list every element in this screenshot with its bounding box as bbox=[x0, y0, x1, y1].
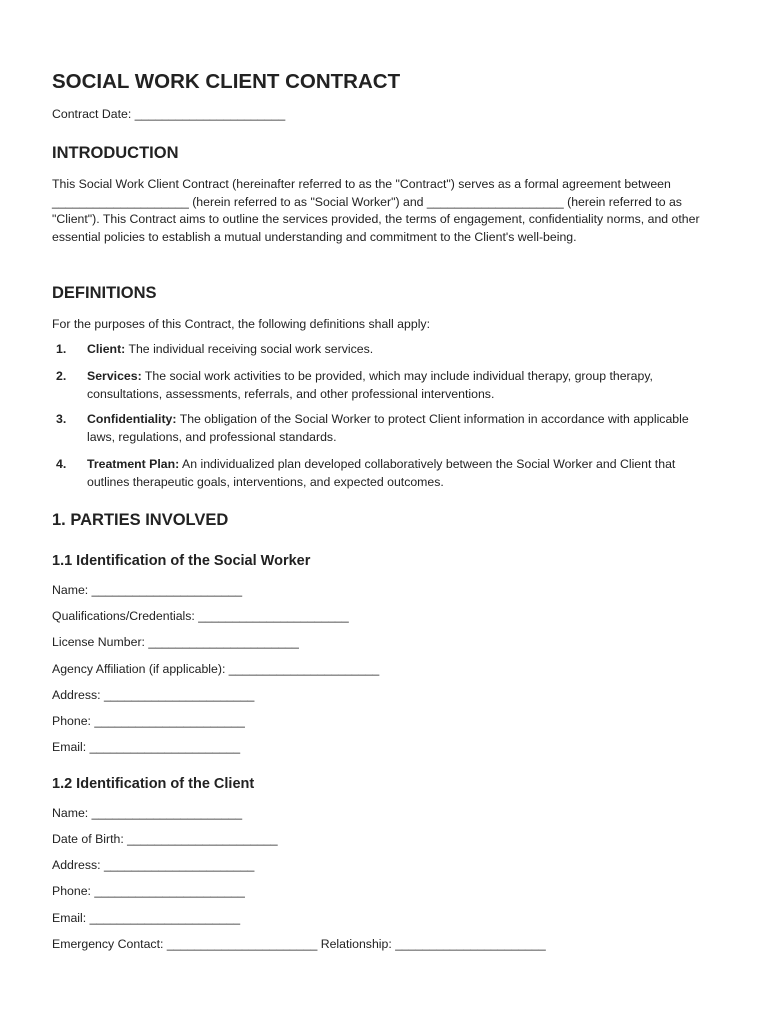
definitions-heading: DEFINITIONS bbox=[52, 284, 157, 302]
client-dob-field: Date of Birth: ______________________ bbox=[52, 832, 278, 846]
social-worker-credentials-field: Qualifications/Credentials: ______________________ bbox=[52, 609, 349, 623]
social-worker-license-field: License Number: ______________________ bbox=[52, 635, 299, 649]
client-name-field: Name: ______________________ bbox=[52, 806, 243, 820]
definition-number: 1. bbox=[56, 342, 67, 356]
social-worker-address-field: Address: ______________________ bbox=[52, 688, 255, 702]
social-worker-heading: 1.1 Identification of the Social Worker bbox=[52, 553, 311, 569]
document-title: SOCIAL WORK CLIENT CONTRACT bbox=[52, 70, 401, 93]
definition-term: Confidentiality: bbox=[87, 412, 177, 426]
definition-body bbox=[87, 411, 712, 446]
social-worker-email-field: Email: ______________________ bbox=[52, 740, 241, 754]
client-address-field: Address: ______________________ bbox=[52, 858, 255, 872]
client-email-field: Email: ______________________ bbox=[52, 911, 241, 925]
definitions-intro: For the purposes of this Contract, the following definitions shall apply: bbox=[52, 317, 430, 331]
definition-term: Treatment Plan: bbox=[87, 457, 180, 471]
social-worker-name-field: Name: ______________________ bbox=[52, 583, 243, 597]
contract-date-field: Contract Date: ______________________ bbox=[52, 107, 286, 121]
introduction-heading: INTRODUCTION bbox=[52, 144, 179, 162]
client-phone-field: Phone: ______________________ bbox=[52, 884, 245, 898]
definition-body bbox=[87, 368, 712, 403]
definition-text: The obligation of the Social Worker to protect Client information in accordance with applicable laws, regulations, and professional standards. bbox=[87, 412, 689, 444]
social-worker-phone-field: Phone: ______________________ bbox=[52, 714, 245, 728]
definition-number: 2. bbox=[56, 369, 67, 383]
parties-heading: 1. PARTIES INVOLVED bbox=[52, 511, 229, 529]
definition-number: 4. bbox=[56, 457, 67, 471]
definition-body bbox=[87, 341, 712, 359]
definition-text: The social work activities to be provided, which may include individual therapy, group therapy, consultations, assessments, referrals, and other professional interventions. bbox=[87, 369, 653, 401]
definition-body bbox=[87, 456, 712, 491]
client-heading: 1.2 Identification of the Client bbox=[52, 776, 255, 792]
definition-number: 3. bbox=[56, 412, 67, 426]
definition-term: Services: bbox=[87, 369, 142, 383]
definition-text: The individual receiving social work services. bbox=[125, 342, 374, 356]
definition-term: Client: bbox=[87, 342, 126, 356]
introduction-paragraph: This Social Work Client Contract (hereinafter referred to as the "Contract") serves as a formal agreement between ____________________ (herein referred to as "Social Worker") and ____________________ (herein referred to as "Client"). This Contract aims to outline the services provided, the terms of engagement, confidentiality norms, and other essential policies to establish a mutual understanding and commitment to the Client's well-being. bbox=[52, 177, 700, 244]
definition-text: An individualized plan developed collaboratively between the Social Worker and Client that outlines therapeutic goals, interventions, and expected outcomes. bbox=[87, 457, 676, 489]
social-worker-agency-field: Agency Affiliation (if applicable): ______________________ bbox=[52, 662, 380, 676]
client-emergency-contact-field: Emergency Contact: ______________________ Relationship: ______________________ bbox=[52, 937, 546, 951]
